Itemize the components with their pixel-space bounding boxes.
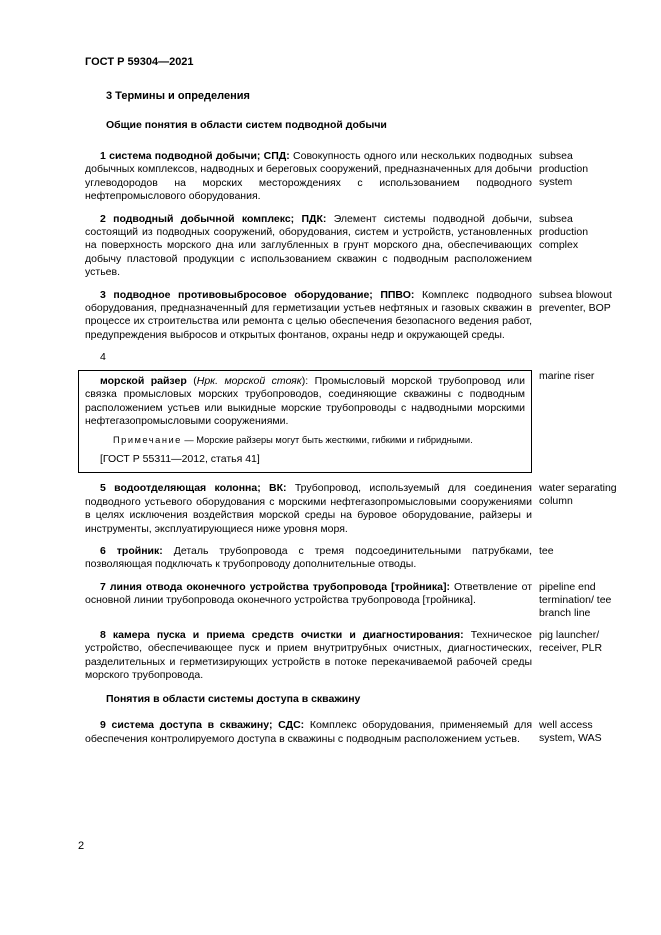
paren-close: ): xyxy=(301,374,309,387)
deprecated-term: Нрк. морской стояк xyxy=(196,374,302,387)
term-definition xyxy=(85,545,532,572)
term-body: Деталь трубопровода с тремя подсоединительными патрубками, позволяющая подключать к трубопроводу дополнительные отводы. xyxy=(85,544,532,571)
term-english-equivalent: subsea production system xyxy=(539,150,589,188)
term-name: 8 камера пуска и приема средств очистки и диагностирования: xyxy=(100,628,464,641)
term-row-2 xyxy=(85,213,630,280)
term-row-7 xyxy=(85,581,630,620)
term-definition xyxy=(85,150,532,204)
term-name: морской райзер xyxy=(100,374,187,387)
term-row-4 xyxy=(85,351,630,473)
section-title: 3 Термины и определения xyxy=(106,90,250,102)
term-name: 6 тройник: xyxy=(100,544,163,557)
term-body: Трубопровод, используемый для соединения подводного устьевого оборудования с морскими нефтегазопромысловыми сооружениями в целях исключения воздействия морской среды на буровое оборудование, райзеры и инструменты, эксплуатирующиеся ниже уровня моря. xyxy=(85,482,532,535)
term-name: 9 система доступа в скважину; СДС: xyxy=(100,719,305,732)
document-content xyxy=(85,90,630,755)
term-row-5 xyxy=(85,482,630,536)
term-definition xyxy=(85,719,532,746)
term-row-9 xyxy=(85,719,630,746)
term-english-equivalent: marine riser xyxy=(539,370,595,383)
term-row-6 xyxy=(85,545,630,572)
term-definition xyxy=(85,581,532,608)
term-definition xyxy=(85,289,532,343)
term-name: 3 подводное противовыбросовое оборудование; ППВО: xyxy=(100,288,415,301)
subsection-title-1: Общие понятия в области систем подводной добычи xyxy=(106,119,387,131)
paren-open: ( xyxy=(193,374,197,387)
term-english-equivalent: tee xyxy=(539,544,554,557)
term-body: Техническое устройство, обеспечивающее пуск и прием внутритрубных очистных, диагностических, разделительных и герметизирующих устройств в потоке перекачиваемой рабочей среды морского трубопровода. xyxy=(85,628,532,681)
term-body: Совокупность одного или нескольких подводных добычных комплексов, надводных и береговых сооружений, предназначенных для добычи углеводородов на морских месторождениях с использованием подводного нефтепромыслового оборудования. xyxy=(85,150,533,203)
term-english-equivalent: water separating column xyxy=(539,482,617,508)
term-body: Комплекс оборудования, применяемый для обеспечения контролируемого доступа в скважины с подводным расположением устьев. xyxy=(85,719,533,745)
term-body: Комплекс подводного оборудования, предназначенный для герметизации устьев нефтяных и газовых скважин в процессе их строительства или ремонта с целью обеспечения безопасного ведения работ, предупреждения выбросов и открытых фонтанов, охраны недр и окружающей среды. xyxy=(85,288,532,341)
quoted-term-box xyxy=(78,370,532,474)
term-note xyxy=(85,434,525,446)
term-name: 7 линия отвода оконечного устройства трубопровода [тройника]: xyxy=(100,580,450,593)
term-body: Промысловый морской трубопровод или связка промысловых морских трубопроводов, соединяющие скважины с подводным расположением устьев или выкидные морские трубопроводы с надводными морскими нефтегазопромысловыми сооружениями. xyxy=(85,374,526,427)
term-row-8 xyxy=(85,629,630,683)
term-definition xyxy=(85,213,532,280)
term-note-label: Примечание xyxy=(113,435,182,446)
term-english-equivalent: subsea production complex xyxy=(539,212,589,251)
term-definition xyxy=(85,629,532,683)
term-body: Ответвление от основной линии трубопровода оконечного устройства трубопровода [тройника]. xyxy=(85,580,532,607)
term-note-text: — Морские райзеры могут быть жесткими, гибкими и гибридными. xyxy=(181,435,473,446)
boxed-term-number: 4 xyxy=(100,351,106,364)
term-english-equivalent: well access system, WAS xyxy=(539,719,602,745)
subsection-title-2: Понятия в области системы доступа в скважину xyxy=(106,693,361,706)
term-name: 5 водоотделяющая колонна; ВК: xyxy=(100,482,287,495)
term-english-equivalent: subsea blowout preventer, BOP xyxy=(539,288,612,314)
term-english-equivalent: pig launcher/ receiver, PLR xyxy=(539,628,603,654)
term-definition xyxy=(85,482,532,536)
doc-number: ГОСТ Р 59304—2021 xyxy=(85,56,194,68)
term-english-equivalent: pipeline end termination/ tee branch line xyxy=(539,580,612,619)
term-name: 2 подводный добычной комплекс; ПДК: xyxy=(100,212,327,225)
term-source: [ГОСТ Р 55311—2012, статья 41] xyxy=(100,453,260,466)
term-name: 1 система подводной добычи; СПД: xyxy=(100,150,290,162)
term-body: Элемент системы подводной добычи, состоящий из подводных сооружений, оборудования, систем и устройств, установленных на поверхность морского дна или заглубленных в грунт морского дна, обеспечивающих добычу пластовой продукции с использованием скважин с подводным расположением устьев. xyxy=(85,212,532,279)
page-number: 2 xyxy=(78,840,85,852)
term-row-3 xyxy=(85,289,630,343)
term-definition xyxy=(85,375,525,429)
term-row-1 xyxy=(85,150,630,204)
